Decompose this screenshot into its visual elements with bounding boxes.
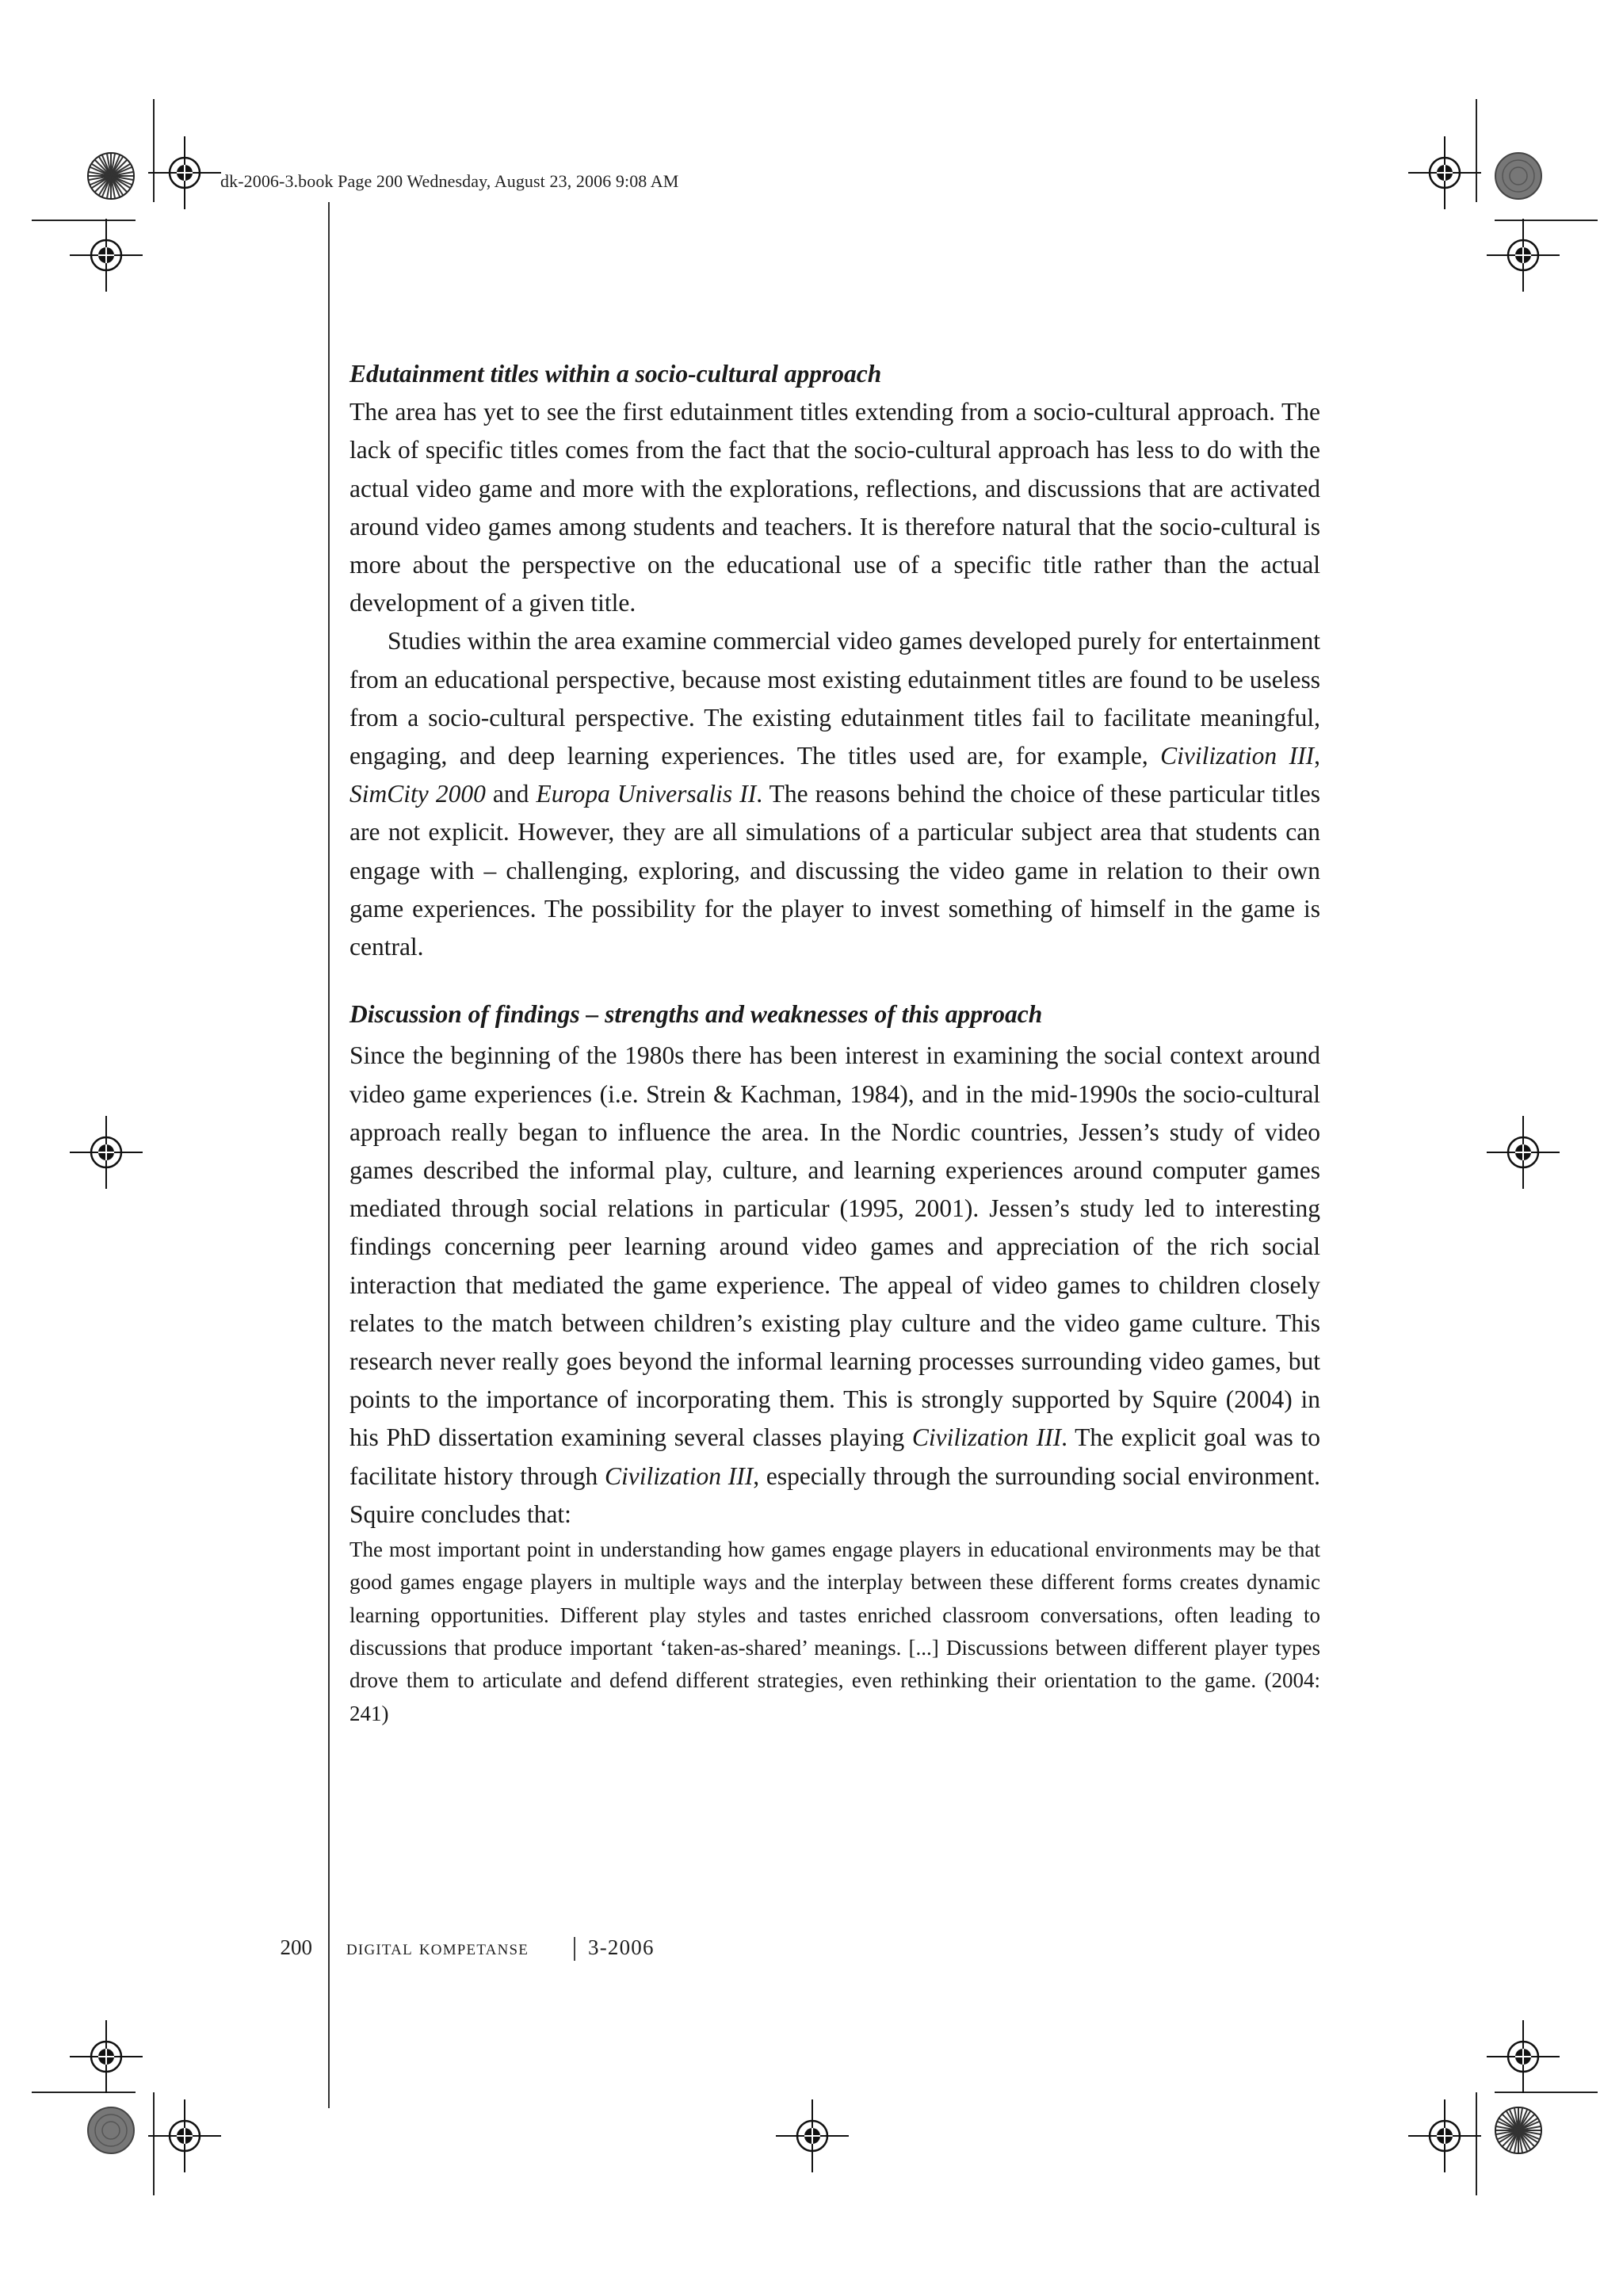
game-title: SimCity 2000 [349, 780, 486, 808]
gutter-rule [328, 202, 330, 2108]
paragraph: Studies within the area examine commercial video games developed purely for entertainment from an educational perspective, because most existing edutainment titles are found to be useless from a socio-cultural perspective. The existing edutainment titles fail to facilitate meaningful, engaging, and deep learning experiences. The titles used are, for example, Civilization III, SimCity 2000 and Europa Universalis II. The reasons behind the choice of these particular titles are not explicit. However, they are all simulations of a particular subject area that students can engage with – challenging, exploring, and discussing the video game in relation to their own game experiences. The possibility for the player to invest something of himself in the game is central. [349, 627, 1320, 961]
article-body [349, 355, 1320, 1730]
block-quote: The most important point in understanding how games engage players in educational environments may be that good games engage players in multiple ways and the interplay between these different forms creates dynamic learning opportunities. Different play styles and tastes enriched classroom conversations, often leading to discussions that produce important ‘taken-as-shared’ meanings. [...] Discussions between different player types drove them to articulate and defend different strategies, even rethinking their orientation to the game. (2004: 241) [349, 1538, 1320, 1725]
issue-number: 3-2006 [588, 1935, 655, 1959]
paragraph: Since the beginning of the 1980s there has been interest in examining the social context around video game experiences (i.e. Strein & Kachman, 1984), and in the mid-1990s the socio-cultural approach really began to influence the area. In the Nordic countries, Jessen’s study of video games described the informal play, culture, and learning experiences around computer games mediated through social relations in particular (1995, 2001). Jessen’s study led to interesting findings concerning peer learning around video games and appreciation of the rich social interaction that mediated the game experience. The appeal of video games to children closely relates to the match between children’s existing play culture and the video game culture. This research never really goes beyond the informal learning processes surrounding video games, but points to the importance of incorporating them. This is strongly supported by Squire (2004) in his PhD dissertation examining several classes playing Civilization III. The explicit goal was to facilitate history through Civilization III, especially through the surrounding social environment. Squire concludes that: [349, 1041, 1320, 1528]
footer-divider [574, 1937, 575, 1961]
page-footer [0, 1935, 1623, 1967]
page-number: 200 [280, 1935, 312, 1959]
print-info: dk-2006-3.book Page 200 Wednesday, August 23, 2006 9:08 AM [220, 171, 679, 191]
game-title: Civilization III [1160, 742, 1315, 770]
game-title: Civilization III [911, 1423, 1062, 1452]
game-title: Civilization III [605, 1461, 754, 1490]
game-title: Europa Universalis II [536, 780, 757, 808]
journal-name: digital kompetanse [346, 1935, 529, 1959]
section-heading-discussion: Discussion of findings – strengths and weaknesses of this approach [349, 1000, 1043, 1029]
paragraph: The area has yet to see the first edutainment titles extending from a socio-cultural approach. The lack of specific titles comes from the fact that the socio-cultural approach has less to do with the actual video game and more with the explorations, reflections, and discussions that are activated around video games among students and teachers. It is therefore natural that the socio-cultural is more about the perspective on the educational use of a specific title rather than the actual development of a given title. [349, 398, 1320, 617]
section-heading-edutainment: Edutainment titles within a socio-cultural approach [349, 360, 882, 388]
